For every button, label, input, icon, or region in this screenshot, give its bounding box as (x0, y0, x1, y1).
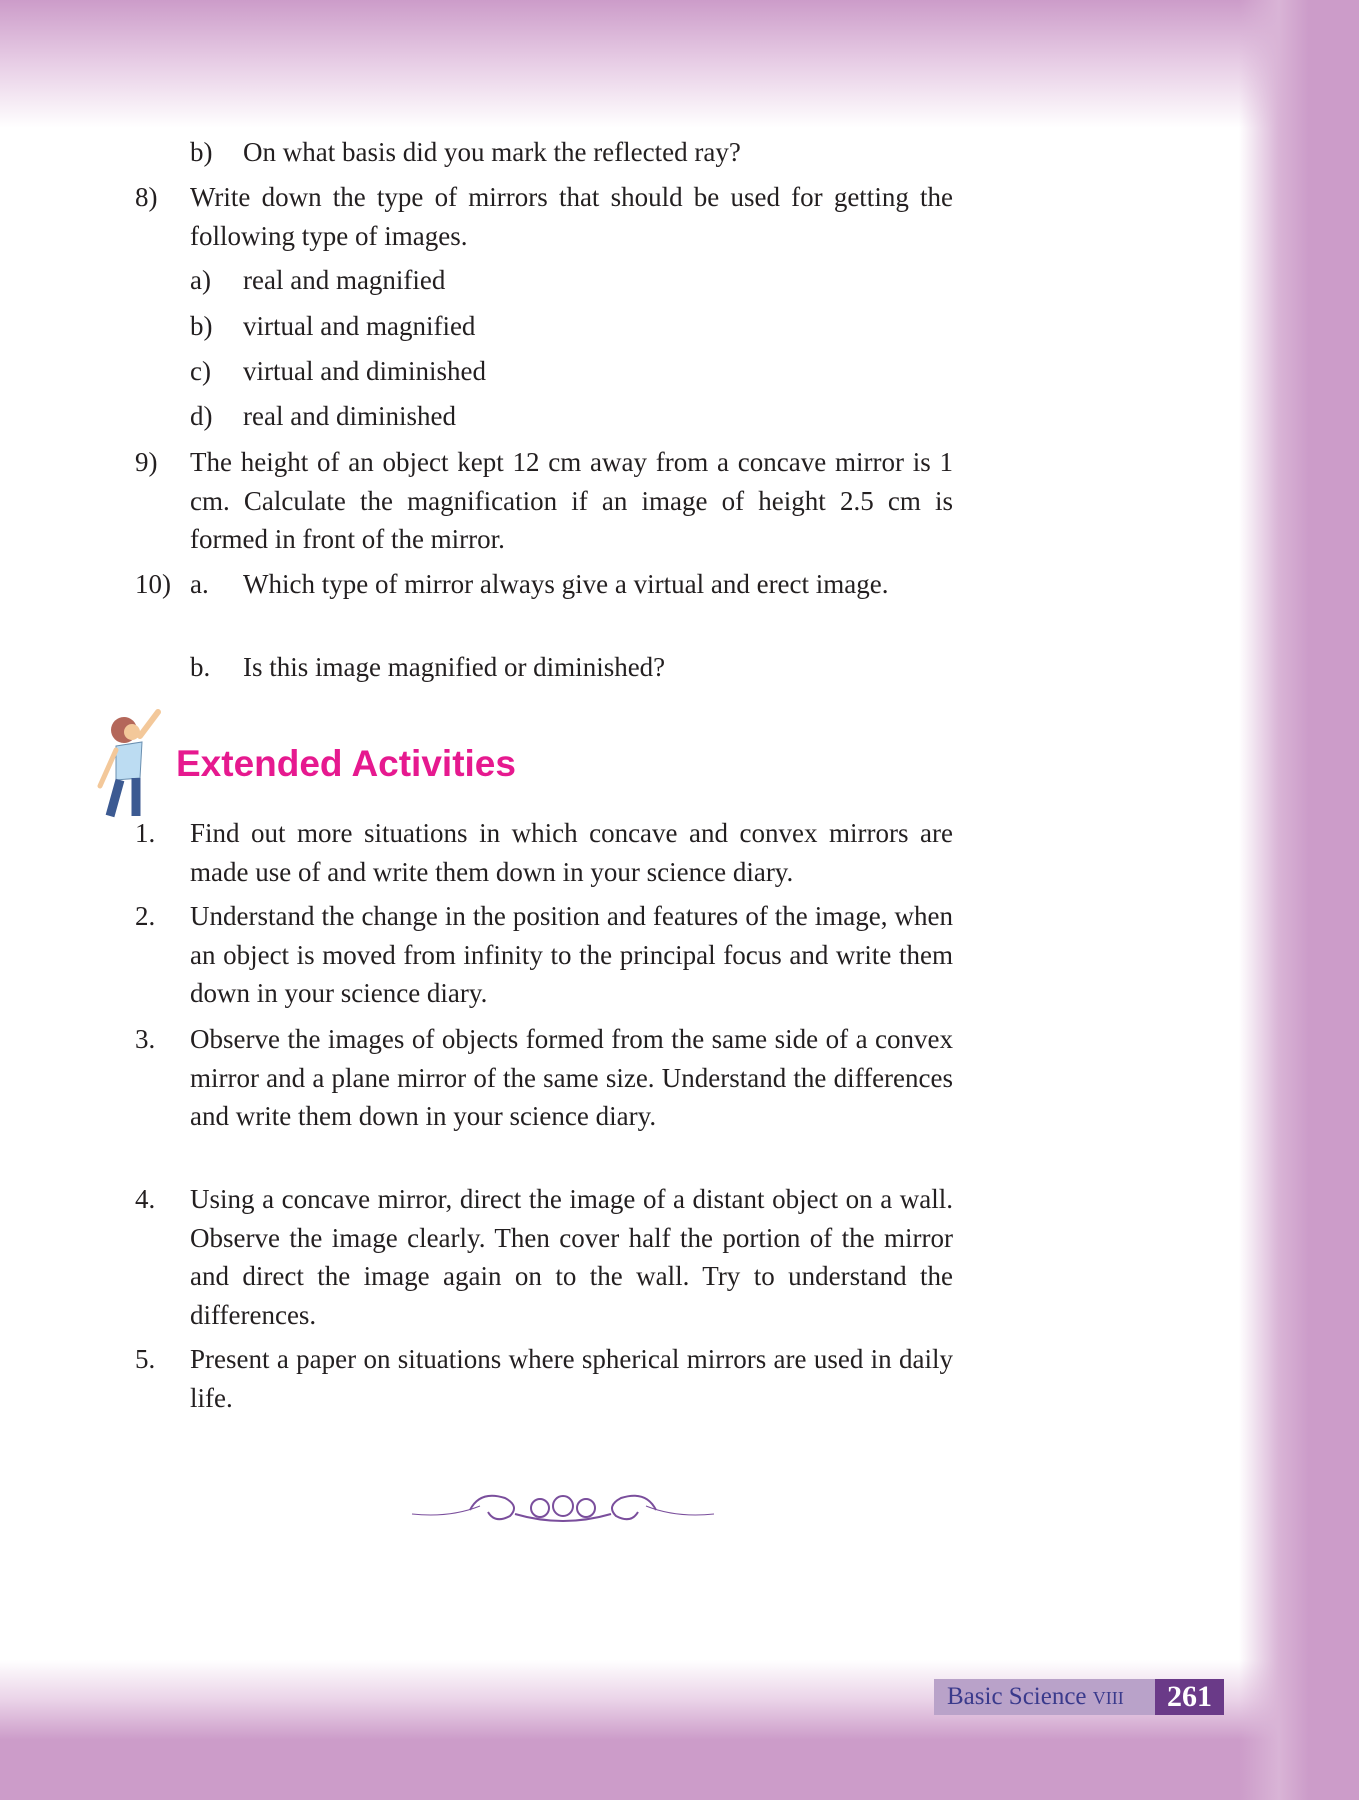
item-text: Present a paper on situations where spherical mirrors are used in daily life. (190, 1344, 953, 1413)
book-name: Basic Science (947, 1683, 1087, 1710)
item-number: 3. (135, 1024, 156, 1054)
item-text: On what basis did you mark the reflected ray? (243, 137, 741, 167)
page-border (1239, 0, 1359, 1800)
item-number: b) (190, 311, 213, 341)
boy-illustration-icon (92, 706, 182, 824)
item-text: The height of an object kept 12 cm away from a concave mirror is 1 cm. Calculate the magnification if an image of height 2.5 cm is formed in front of the mirror. (190, 447, 953, 554)
ornament-divider-icon (410, 1484, 716, 1528)
item-number: 4. (135, 1184, 156, 1214)
item-number: b) (190, 137, 213, 167)
item-number: 8) (135, 182, 158, 212)
item-text: Which type of mirror always give a virtual and erect image. (243, 569, 889, 599)
item-number: 2. (135, 901, 156, 931)
item-subnumber: a. (190, 569, 209, 599)
item-number: 9) (135, 447, 158, 477)
book-title (934, 1679, 1155, 1715)
item-text: virtual and magnified (243, 311, 476, 341)
item-number: a) (190, 265, 211, 295)
item-text: Understand the change in the position and features of the image, when an object is moved from infinity to the principal focus and write them down in your science diary. (190, 901, 953, 1008)
item-number: 5. (135, 1344, 156, 1374)
item-number: c) (190, 356, 211, 386)
item-text: real and diminished (243, 401, 456, 431)
item-number: b. (190, 652, 211, 682)
book-grade: VIII (1092, 1688, 1124, 1708)
page-number: 261 (1155, 1679, 1224, 1715)
item-text: Observe the images of objects formed from the same side of a convex mirror and a plane mirror of the same size. Understand the differences and write them down in your science diary. (190, 1024, 953, 1131)
item-number: 1. (135, 818, 156, 848)
item-text: Using a concave mirror, direct the image of a distant object on a wall. Observe the image clearly. Then cover half the portion of the mirror and direct the image again on to the wall. Try to understand the differences. (190, 1184, 953, 1330)
page-footer (934, 1679, 1224, 1715)
item-text: Write down the type of mirrors that should be used for getting the following type of images. (190, 182, 953, 251)
section-heading: Extended Activities (176, 743, 516, 784)
item-text: real and magnified (243, 265, 446, 295)
item-text: Find out more situations in which concave and convex mirrors are made use of and write them down in your science diary. (190, 818, 953, 887)
item-text: Is this image magnified or diminished? (243, 652, 666, 682)
item-number: d) (190, 401, 213, 431)
item-text: virtual and diminished (243, 356, 486, 386)
item-number: 10) (135, 569, 171, 599)
